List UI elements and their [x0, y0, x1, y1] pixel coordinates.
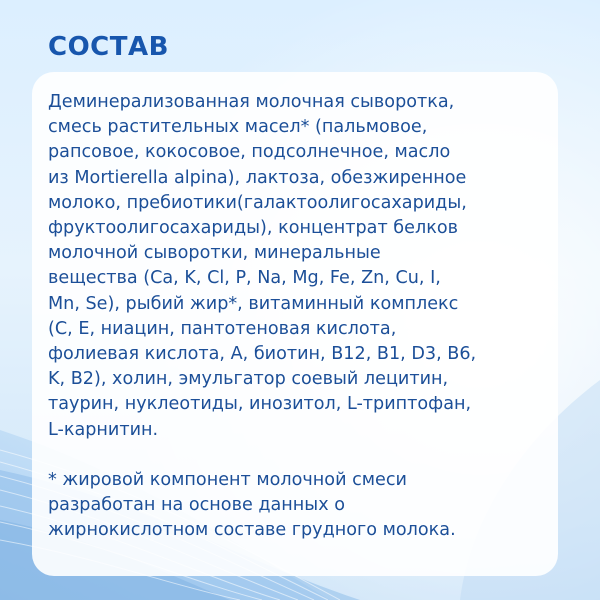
section-title: СОСТАВ — [48, 32, 169, 62]
composition-text: Деминерализованная молочная сыворотка, смесь растительных масел* (пальмовое, рапсовое, кокосовое, подсолнечное, масло из Mortierella alpina), лактоза, обезжиренное молоко, пребиотики(галактоолигосахариды, фруктоолигосахариды), концентрат белков молочной сыворотки, минеральные вещества (Ca, K, Cl, P, Na, Mg, Fe, Zn, Cu, I, Mn, Se), рыбий жир*, витаминный комплекс (C, E, ниацин, пантотеновая кислота, фолиевая кислота, A, биотин, B12, B1, D3, B6, K, B2), холин, эмульгатор соевый лецитин, таурин, нуклеотиды, инозитол, L-триптофан, L-карнитин. — [48, 92, 477, 440]
composition-card — [32, 72, 558, 576]
footnote-text: * жировой компонент молочной смеси разработан на основе данных о жирнокислотном составе грудного молока. — [48, 469, 456, 541]
